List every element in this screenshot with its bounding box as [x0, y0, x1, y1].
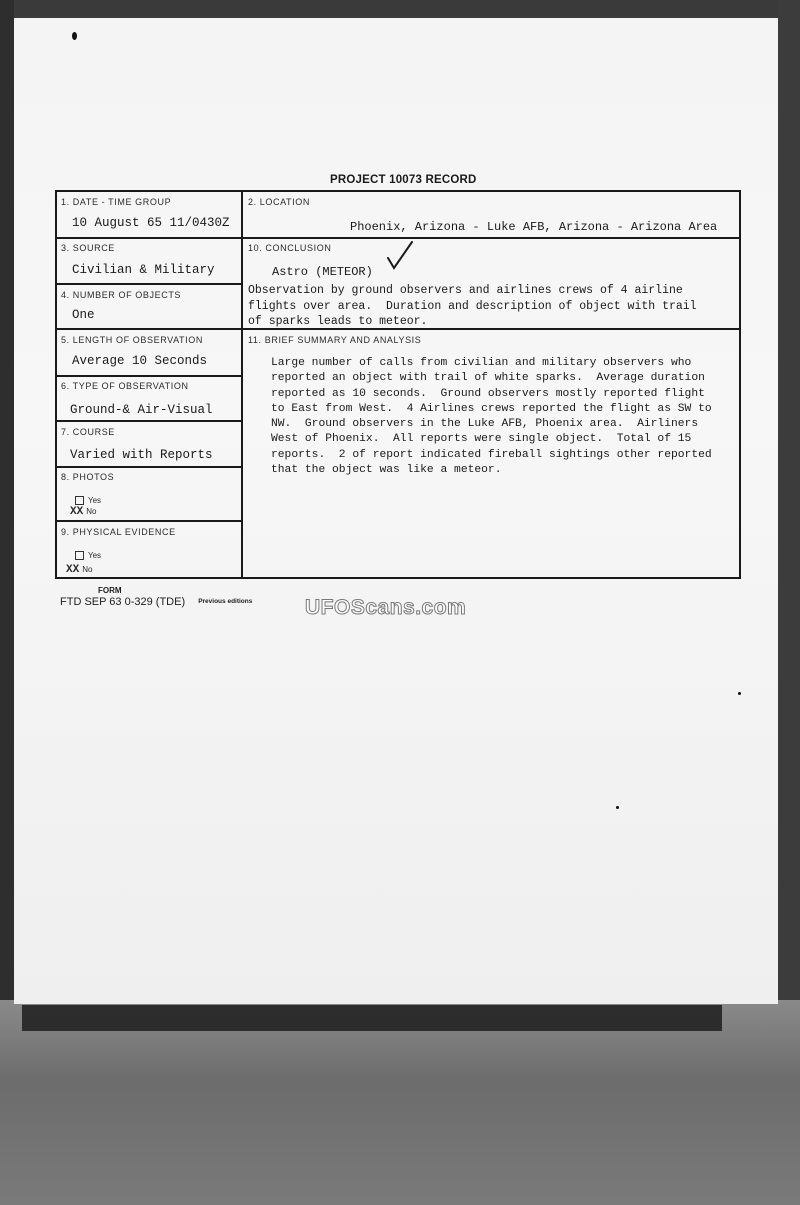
- date-value: 10 August 65 11/0430Z: [72, 216, 230, 230]
- date-label: 1. DATE - TIME GROUP: [61, 197, 172, 207]
- form-word: FORM: [98, 586, 122, 595]
- scan-right-edge: [778, 0, 800, 1010]
- physical-evidence-no-option: [66, 564, 92, 576]
- watermark: UFOScans.com: [305, 596, 467, 619]
- speck-mark: [72, 32, 77, 40]
- summary-text: Large number of calls from civilian and military observers who reported an object with trail of white sparks. Average duration reported as 10 seconds. Ground observers mostly reported flight to East from West. 4 Airlines crews reported the flight as SW to NW. Ground observers in the Luke AFB, Phoenix area. Airliners West of Phoenix. All reports were single object. Total of 15 reports. 2 of report indicated fireball sightings other reported that the object was like a meteor.: [271, 357, 712, 477]
- summary-label: 11. BRIEF SUMMARY AND ANALYSIS: [248, 335, 422, 345]
- length-of-observation-label: 5. LENGTH OF OBSERVATION: [61, 335, 203, 345]
- row-divider: [55, 283, 242, 285]
- course-value: Varied with Reports: [70, 448, 213, 462]
- length-of-observation-value: Average 10 Seconds: [72, 354, 208, 368]
- photos-yes-text: Yes: [88, 496, 102, 505]
- speck-mark: [738, 692, 741, 695]
- previous-editions-note: Previous editions: [198, 598, 253, 605]
- scan-left-edge: [0, 0, 14, 1010]
- course-label: 7. COURSE: [61, 427, 115, 437]
- physical-evidence-label: 9. PHYSICAL EVIDENCE: [61, 527, 176, 537]
- type-of-observation-value: Ground-& Air-Visual: [70, 403, 213, 417]
- form-footer: [60, 586, 253, 608]
- form-id: FTD SEP 63 0-329 (TDE): [60, 596, 186, 608]
- type-of-observation-label: 6. TYPE OF OBSERVATION: [61, 381, 189, 391]
- record-title: PROJECT 10073 RECORD: [330, 174, 477, 186]
- checkbox-checked-icon: XX: [66, 564, 80, 576]
- source-label: 3. SOURCE: [61, 243, 115, 253]
- conclusion-text: Observation by ground observers and airlines crews of 4 airline flights over area. Duration and description of object with trail of sparks leads to meteor.: [248, 284, 697, 328]
- physical-evidence-yes-text: Yes: [88, 551, 102, 560]
- checkmark-icon: [384, 238, 420, 278]
- number-of-objects-label: 4. NUMBER OF OBJECTS: [61, 290, 182, 300]
- location-label: 2. LOCATION: [248, 197, 310, 207]
- row-divider: [55, 466, 242, 468]
- photos-no-option: [70, 506, 96, 518]
- source-value: Civilian & Military: [72, 263, 215, 277]
- checkbox-empty-icon: [75, 496, 84, 505]
- location-value: Phoenix, Arizona - Luke AFB, Arizona - Arizona Area: [350, 220, 718, 234]
- row-divider: [55, 420, 242, 422]
- physical-evidence-yes-option: [75, 551, 101, 560]
- row-divider: [55, 520, 242, 522]
- photos-no-text: No: [86, 507, 97, 516]
- physical-evidence-no-text: No: [82, 565, 93, 574]
- row-divider: [55, 375, 242, 377]
- conclusion-label: 10. CONCLUSION: [248, 243, 332, 253]
- scan-shadow: [22, 1005, 722, 1031]
- number-of-objects-value: One: [72, 308, 95, 322]
- checkbox-empty-icon: [75, 551, 84, 560]
- checkbox-checked-icon: XX: [70, 506, 84, 518]
- speck-mark: [616, 806, 619, 809]
- photos-yes-option: [75, 496, 101, 505]
- scan-top-edge: [0, 0, 800, 20]
- conclusion-value: Astro (METEOR): [272, 265, 373, 279]
- photos-label: 8. PHOTOS: [61, 472, 115, 482]
